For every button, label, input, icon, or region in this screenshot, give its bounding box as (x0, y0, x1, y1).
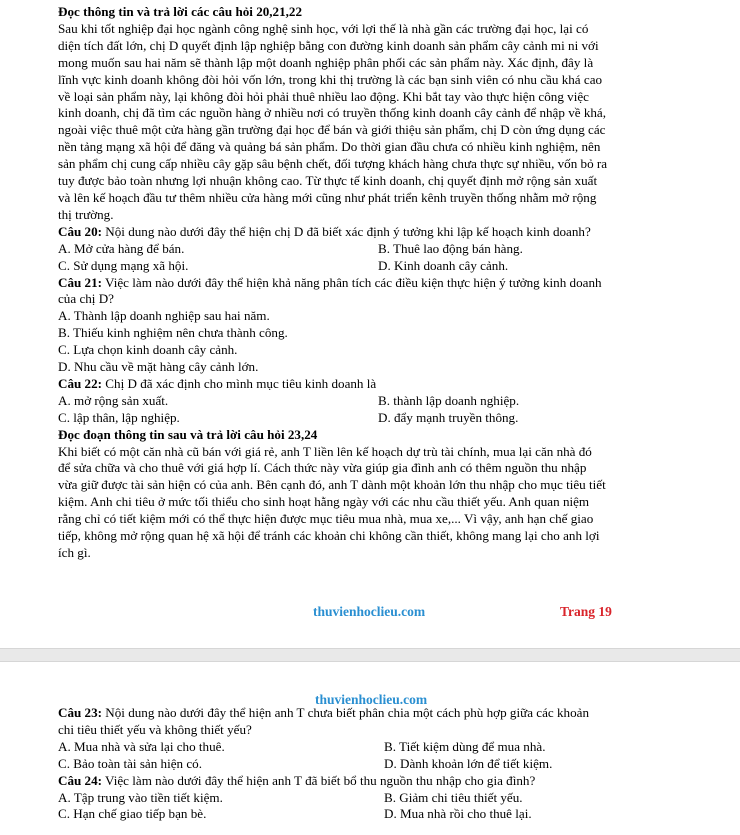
question-label: Câu 21: (58, 274, 103, 290)
answer-option-d: D. Kinh doanh cây cảnh. (378, 257, 509, 273)
passage-line: kiệm. Anh chi tiêu ở mức tối thiểu cho sinh hoạt hằng ngày với các nhu cầu thiết yếu. Anh quan niệm (58, 494, 590, 510)
answer-option-b: B. Thuê lao động bán hàng. (378, 240, 523, 256)
question-23 (58, 705, 686, 773)
answer-option-b: B. Giảm chi tiêu thiết yếu. (384, 789, 523, 805)
question-stem (58, 275, 686, 292)
passage-line: ích gì. (58, 545, 91, 560)
section-heading: Đọc đoạn thông tin sau và trả lời câu hỏi 23,24 (58, 426, 318, 442)
header-site-link[interactable]: thuvienhoclieu.com (315, 692, 428, 707)
question-label: Câu 20: (58, 223, 103, 239)
answer-option-c: C. Sử dụng mạng xã hội. (58, 257, 189, 273)
reading-passage (58, 21, 686, 224)
page-content (58, 705, 686, 823)
answer-option-d: D. Dành khoản lớn để tiết kiệm. (384, 755, 553, 771)
page-content (58, 4, 686, 562)
question-text: Nội dung nào dưới đây thể hiện anh T chưa biết phân chia một cách phù hợp giữa các khoản (102, 705, 589, 720)
question-stem (58, 705, 686, 722)
question-label: Câu 22: (58, 375, 103, 391)
answer-option-a: A. Mua nhà và sửa lại cho thuê. (58, 738, 225, 754)
question-stem (58, 376, 686, 393)
question-label: Câu 24: (58, 772, 103, 788)
answer-option-c: C. Lựa chọn kinh doanh cây cảnh. (58, 342, 238, 358)
question-24 (58, 773, 686, 824)
question-text: Nội dung nào dưới đây thể hiện chị D đã biết xác định ý tưởng khi lập kế hoạch kinh doanh? (102, 223, 591, 239)
passage-line: mong muốn sau hai năm sẽ thành lập một doanh nghiệp phân phối các sản phẩm này. Xác định, đây là (58, 54, 594, 70)
answer-option-c: C. Hạn chế giao tiếp bạn bè. (58, 806, 207, 822)
question-22 (58, 376, 686, 427)
passage-line: kinh doanh, chị đã tìm các nguồn hàng ở nhiều nơi có truyền thống kinh doanh cây cảnh để nhập về khá, (58, 105, 607, 121)
answer-option-d: D. Nhu cầu về mặt hàng cây cảnh lớn. (58, 359, 259, 375)
answer-option-b: B. Tiết kiệm dùng để mua nhà. (384, 738, 546, 754)
answer-option-c: C. lập thân, lập nghiệp. (58, 409, 180, 425)
question-21 (58, 275, 686, 376)
answer-option-d: D. Mua nhà rồi cho thuê lại. (384, 806, 532, 822)
answer-option-a: A. Mở cửa hàng để bán. (58, 240, 185, 256)
answer-option-c: C. Bảo toàn tài sản hiện có. (58, 755, 202, 771)
passage-line: Sau khi tốt nghiệp đại học ngành công nghệ sinh học, với lợi thế là nhà gần các trường đại học, lại có (58, 20, 589, 36)
passage-line: thị trường. (58, 206, 114, 222)
footer-site-link[interactable]: thuvienhoclieu.com (313, 604, 426, 619)
question-text: Việc làm nào dưới đây thể hiện anh T đã biết bổ thu nguồn thu nhập cho gia đình? (102, 772, 536, 788)
passage-line: diện tích đất lớn, chị D quyết định lập nghiệp bằng con đường kinh doanh sản phẩm cây cảnh mi ni với (58, 37, 599, 53)
passage-line: rằng chỉ có tiết kiệm mới có thể thực hiện được mục tiêu mua nhà, mua xe,... Vì vậy, anh hạn chế giao (58, 511, 594, 527)
answer-option-b: B. thành lập doanh nghiệp. (378, 392, 520, 408)
page-separator (0, 648, 740, 662)
passage-line: nền tảng mạng xã hội để đăng và quảng bá sản phẩm. Do thời gian đầu chưa có nhiều kinh nghiệm, nên (58, 139, 601, 155)
passage-line: Khi biết có một căn nhà cũ bán với giá rẻ, anh T liền lên kế hoạch dự trù tài chính, mua lại căn nhà đó (58, 443, 592, 459)
question-text-continued: chi tiêu thiết yếu và không thiết yếu? (58, 721, 252, 737)
passage-line: tiếp, không mở rộng quan hệ xã hội để tránh các khoản chi không cần thiết, không mang lại cho anh lợi (58, 528, 600, 544)
answer-option-a: A. Tập trung vào tiền tiết kiệm. (58, 789, 223, 805)
answer-option-d: D. đẩy mạnh truyền thông. (378, 409, 519, 425)
reading-passage (58, 444, 686, 562)
answer-option-a: A. Thành lập doanh nghiệp sau hai năm. (58, 308, 270, 324)
question-stem (58, 773, 686, 790)
passage-line: vừa giữ được tài sản hiện có của anh. Bên cạnh đó, anh T dành một khoản lớn thu nhập cho mục tiêu tiết (58, 477, 606, 493)
question-stem (58, 224, 686, 241)
question-text-continued: của chị D? (58, 291, 114, 307)
passage-line: tuy được bảo toàn nhưng lợi nhuận không cao. Từ thực tế kinh doanh, chị quyết định mở rộng sản xuất (58, 173, 598, 189)
question-text: Chị D đã xác định cho mình mục tiêu kinh doanh là (102, 375, 377, 391)
question-20 (58, 224, 686, 275)
question-label: Câu 23: (58, 705, 103, 720)
question-text: Việc làm nào dưới đây thể hiện khả năng phân tích các điều kiện thực hiện ý tưởng kinh doanh (102, 274, 602, 290)
passage-line: và lên kế hoạch đầu tư thêm nhiều cửa hàng mới cũng như phát triển kênh truyền thống nhằm mở rộng (58, 189, 597, 205)
answer-option-b: B. Thiếu kinh nghiệm nên chưa thành công. (58, 325, 288, 341)
document-page-20 (0, 662, 740, 835)
answer-option-a: A. mở rộng sản xuất. (58, 392, 169, 408)
passage-line: lĩnh vực kinh doanh không đòi hỏi vốn lớn, trong khi thị trường là các bạn sinh viên có nhu cầu khá cao (58, 71, 603, 87)
passage-line: ngoài việc thuê một cửa hàng gần trường đại học để bán và giới thiệu sản phẩm, chị D còn ứng dụng các (58, 122, 606, 138)
passage-line: sản phẩm chị cung cấp nhiều cây gặp sâu bệnh chết, đối tượng khách hàng chưa thực sự nhiều, vốn bỏ ra (58, 156, 608, 172)
passage-line: để sửa chữa và cho thuê với giá hợp lí. Cách thức này vừa giúp gia đình anh có thêm nguồn thu nhập (58, 460, 587, 476)
passage-line: về loại sản phẩm này, lại không đòi hỏi phải thuê nhiều lao động. Khi bắt tay vào thực hiện công việc (58, 88, 589, 104)
page-number: Trang 19 (560, 604, 612, 619)
section-heading: Đọc thông tin và trả lời các câu hỏi 20,21,22 (58, 4, 303, 19)
